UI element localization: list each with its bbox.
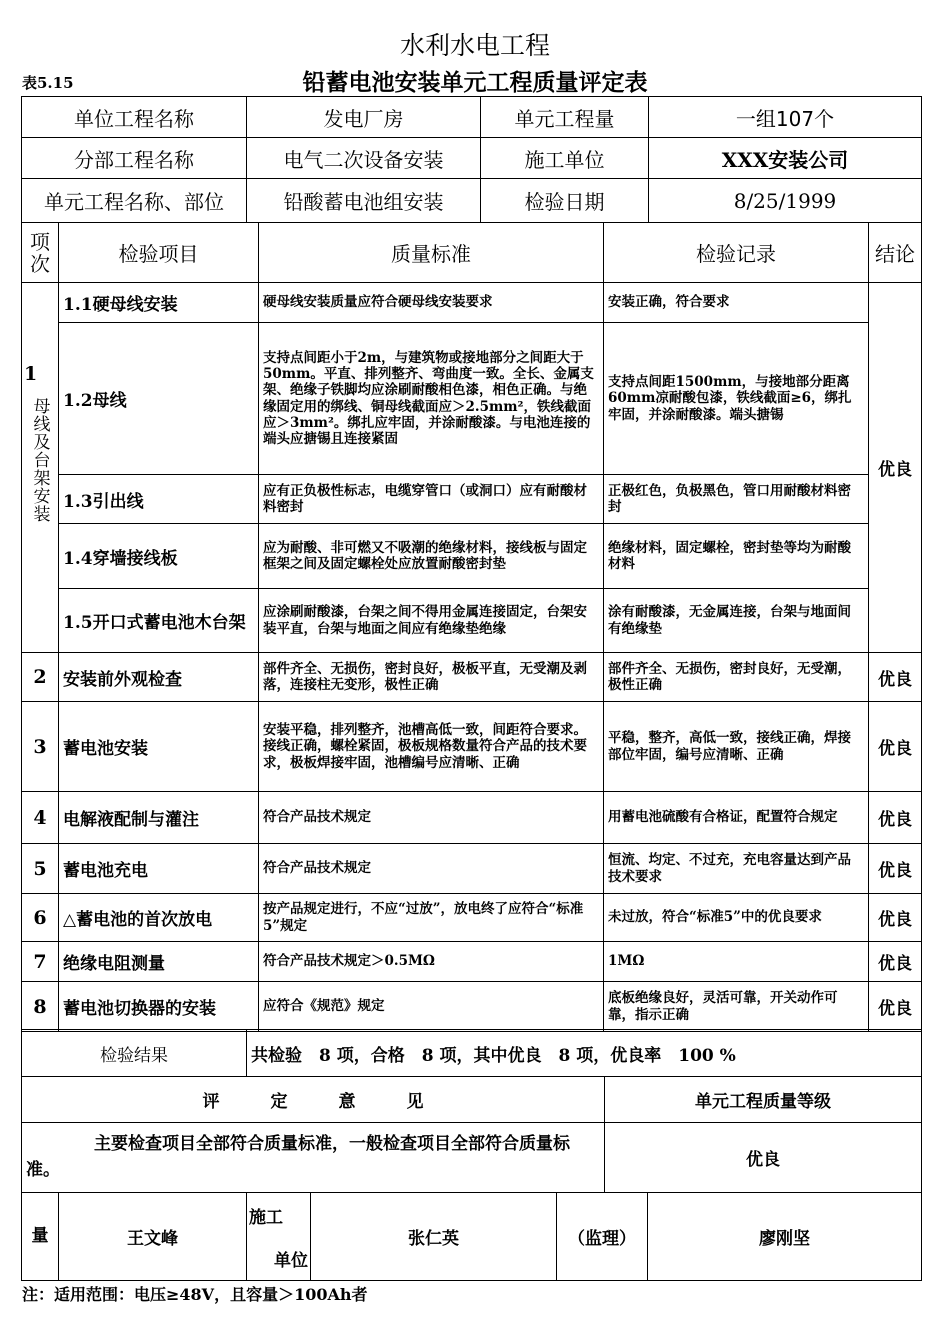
element-quantity-label: 单元工程量 (481, 97, 649, 138)
row3-number: 3 (22, 702, 59, 792)
row5-item: 蓄电池充电 (59, 844, 259, 894)
unit-label-line2: 单位 (274, 1250, 308, 1271)
header-table (21, 96, 922, 223)
col-standard-header: 质量标准 (259, 223, 604, 283)
row8-number: 8 (22, 982, 59, 1032)
row8-item: 蓄电池切换器的安装 (59, 982, 259, 1032)
inspection-table (21, 222, 922, 1032)
g1-row1-record: 安装正确，符合要求 (604, 283, 869, 323)
g1-row5-record: 涂有耐酸漆，无金属连接，台架与地面间有绝缘垫 (604, 589, 869, 653)
row2-standard: 部件齐全、无损伤，密封良好，极板平直，无受潮及剥落，连接柱无变形，极性正确 (259, 653, 604, 702)
element-quantity-value: 一组107个 (649, 97, 922, 138)
row2-conclusion: 优良 (869, 653, 922, 702)
g1-row3-item: 1.3引出线 (59, 475, 259, 524)
row8-record: 底板绝缘良好，灵活可靠，开关动作可靠，指示正确 (604, 982, 869, 1032)
row7-record: 1MΩ (604, 942, 869, 982)
row4-item: 电解液配制与灌注 (59, 792, 259, 844)
row6-record: 未过放，符合“标准5”中的优良要求 (604, 894, 869, 942)
row2-item: 安装前外观检查 (59, 653, 259, 702)
row6-standard: 按产品规定进行，不应“过放”，放电终了应符合“标准5”规定 (259, 894, 604, 942)
g1-row3-record: 正极红色，负极黑色，管口用耐酸材料密封 (604, 475, 869, 524)
row6-number: 6 (22, 894, 59, 942)
unit-label-line1: 施工 (249, 1207, 283, 1228)
g1-row5-standard: 应涂刷耐酸漆，台架之间不得用金属连接固定，台架安装平直，台架与地面之间应有绝缘垫绝缘 (259, 589, 604, 653)
doc-title: 水利水电工程 (399, 31, 550, 60)
contractor-label: 施工单位 (481, 138, 649, 179)
row4-number: 4 (22, 792, 59, 844)
group1-conclusion: 优良 (869, 283, 922, 653)
group1-number: 1 (24, 363, 38, 385)
row3-conclusion: 优良 (869, 702, 922, 792)
division-label: 分部工程名称 (22, 138, 247, 179)
row4-standard: 符合产品技术规定 (259, 792, 604, 844)
g1-row2-record: 支持点间距1500mm，与接地部分距离60mm凉耐酸包漆，铁线截面≥6，绑扎牢固，并涂耐酸漆。端头搪锡 (604, 323, 869, 475)
unit-project-label: 单位工程名称 (22, 97, 247, 138)
grade-label: 单元工程质量等级 (605, 1077, 922, 1123)
group1-name: 母线及台架安装 (29, 397, 50, 523)
grade-value: 优良 (605, 1123, 922, 1193)
doc-subtitle: 铅蓄电池安装单元工程质量评定表 (302, 70, 648, 96)
row6-item: △蓄电池的首次放电 (59, 894, 259, 942)
inspection-date-label: 检验日期 (481, 179, 649, 223)
row3-standard: 安装平稳，排列整齐，池槽高低一致，间距符合要求。接线正确，螺栓紧固，极板规格数量符合产品的技术要求，极板焊接牢固，池槽编号应清晰、正确 (259, 702, 604, 792)
g1-row5-item: 1.5开口式蓄电池木台架 (59, 589, 259, 653)
unit-label-cell (247, 1193, 311, 1281)
assessment-table (21, 1029, 922, 1193)
division-value: 电气二次设备安装 (247, 138, 481, 179)
element-name-value: 铅酸蓄电池组安装 (247, 179, 481, 223)
row5-conclusion: 优良 (869, 844, 922, 894)
person1-name: 王文峰 (59, 1193, 247, 1281)
opinion-label: 评 定 意 见 (22, 1077, 605, 1123)
g1-row2-item: 1.2母线 (59, 323, 259, 475)
sign-left-label: 量 (22, 1193, 59, 1281)
table-number: 表5.15 (22, 74, 74, 92)
row8-standard: 应符合《规范》规定 (259, 982, 604, 1032)
g1-row4-record: 绝缘材料，固定螺栓，密封垫等均为耐酸材料 (604, 524, 869, 589)
row7-conclusion: 优良 (869, 942, 922, 982)
row7-standard: 符合产品技术规定＞0.5MΩ (259, 942, 604, 982)
row4-conclusion: 优良 (869, 792, 922, 844)
result-text: 共检验 8 项，合格 8 项，其中优良 8 项，优良率 100 % (247, 1030, 922, 1077)
unit-project-value: 发电厂房 (247, 97, 481, 138)
row3-record: 平稳，整齐，高低一致，接线正确，焊接部位牢固，编号应清晰、正确 (604, 702, 869, 792)
signature-table (21, 1192, 922, 1281)
row5-number: 5 (22, 844, 59, 894)
col-record-header: 检验记录 (604, 223, 869, 283)
group1-index-cell (22, 283, 59, 653)
footnote: 注：适用范围：电压≥48V，且容量＞100Ah者 (22, 1285, 368, 1304)
inspection-date-value: 8/25/1999 (649, 179, 922, 223)
row7-number: 7 (22, 942, 59, 982)
col-item-header: 检验项目 (59, 223, 259, 283)
row3-item: 蓄电池安装 (59, 702, 259, 792)
row6-conclusion: 优良 (869, 894, 922, 942)
g1-row1-item: 1.1硬母线安装 (59, 283, 259, 323)
col-conclusion-header: 结论 (869, 223, 922, 283)
opinion-text: 主要检查项目全部符合质量标准，一般检查项目全部符合质量标准。 (22, 1123, 605, 1193)
row5-standard: 符合产品技术规定 (259, 844, 604, 894)
col-index-header: 项次 (22, 223, 59, 283)
contractor-value: XXX安装公司 (649, 138, 922, 179)
row4-record: 用蓄电池硫酸有合格证，配置符合规定 (604, 792, 869, 844)
result-label: 检验结果 (22, 1030, 247, 1077)
supervision-label: （监理） (557, 1193, 648, 1281)
row7-item: 绝缘电阻测量 (59, 942, 259, 982)
person3-name: 廖刚坚 (648, 1193, 922, 1281)
g1-row4-standard: 应为耐酸、非可燃又不吸潮的绝缘材料，接线板与固定框架之间及固定螺栓处应放置耐酸密封垫 (259, 524, 604, 589)
element-name-label: 单元工程名称、部位 (22, 179, 247, 223)
row8-conclusion: 优良 (869, 982, 922, 1032)
row2-record: 部件齐全、无损伤，密封良好，无受潮，极性正确 (604, 653, 869, 702)
g1-row1-standard: 硬母线安装质量应符合硬母线安装要求 (259, 283, 604, 323)
g1-row3-standard: 应有正负极性标志，电缆穿管口（或洞口）应有耐酸材料密封 (259, 475, 604, 524)
row2-number: 2 (22, 653, 59, 702)
g1-row2-standard: 支持点间距小于2m，与建筑物或接地部分之间距大于50mm。平直、排列整齐、弯曲度一致。全长、金属支架、绝缘子铁脚均应涂刷耐酸相色漆，相色正确。与绝缘固定用的绑线、铜母线截面应＞2.5mm²，铁线截面应＞3mm²。绑扎应牢固，并涂耐酸漆。与电池连接的端头应搪锡且连接紧固 (259, 323, 604, 475)
person2-name: 张仁英 (311, 1193, 557, 1281)
g1-row4-item: 1.4穿墙接线板 (59, 524, 259, 589)
row5-record: 恒流、均定、不过充，充电容量达到产品技术要求 (604, 844, 869, 894)
